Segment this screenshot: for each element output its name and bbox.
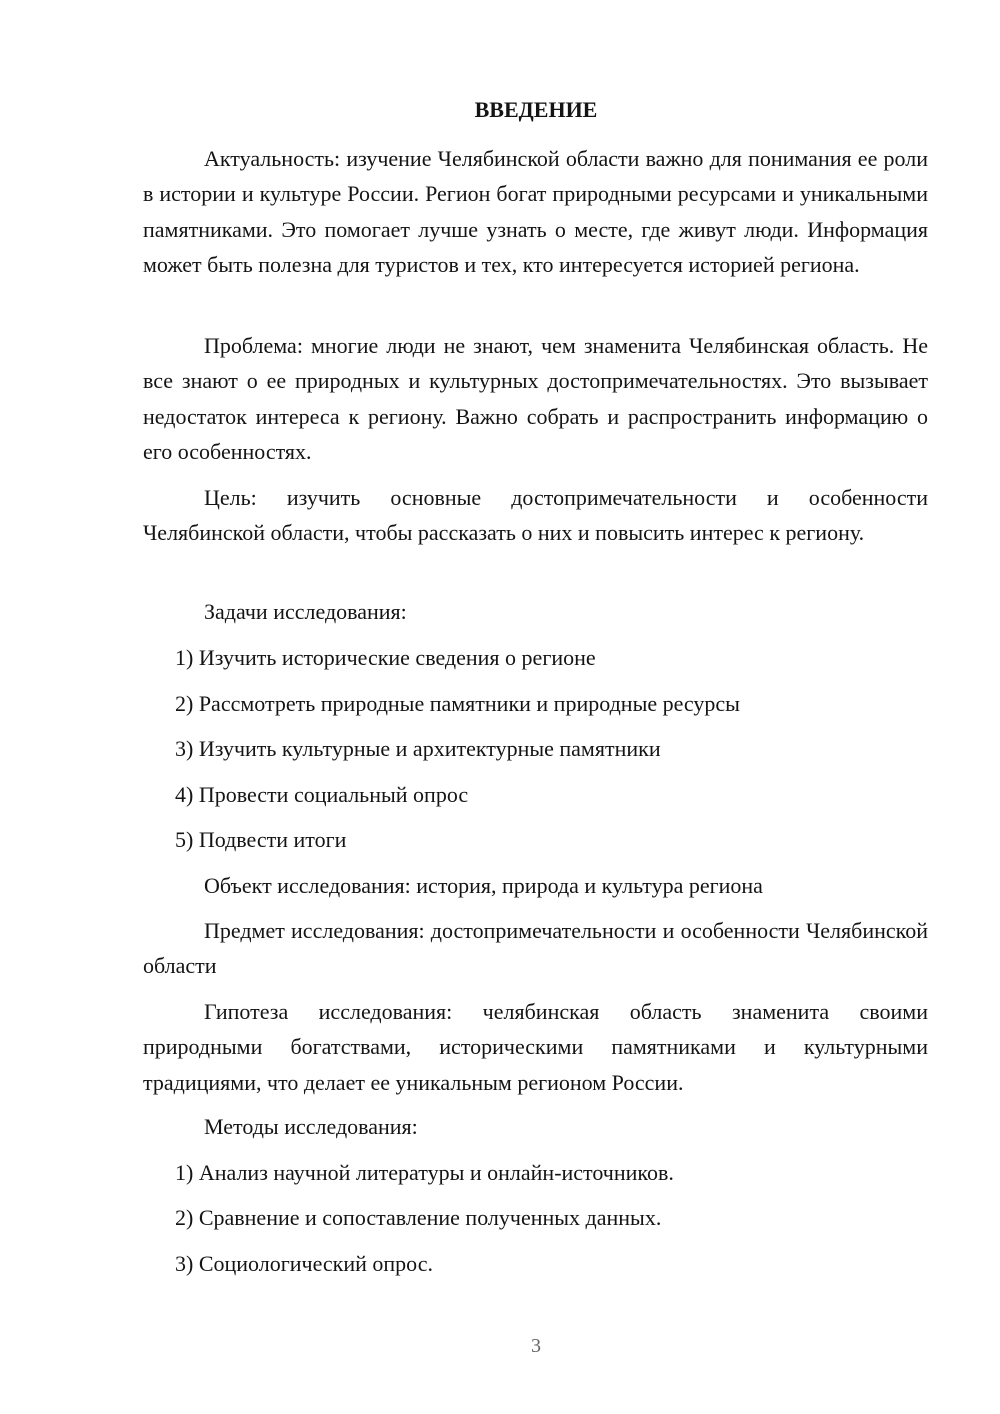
research-object: Объект исследования: история, природа и культура региона	[204, 873, 763, 898]
paragraph-goal: Цель: изучить основные достопримечательности и особенности Челябинской области, чтобы рассказать о них и повысить интерес к региону.	[143, 485, 928, 546]
task-item-1: 1) Изучить исторические сведения о регионе	[175, 645, 596, 670]
paragraph-problem: Проблема: многие люди не знают, чем знаменита Челябинская область. Не все знают о ее природных и культурных достопримечательностях. Это вызывает недостаток интереса к региону. Важно собрать и распространить информацию о его особенностях.	[143, 333, 928, 464]
task-item-3: 3) Изучить культурные и архитектурные памятники	[175, 736, 661, 761]
section-title: ВВЕДЕНИЕ	[474, 97, 598, 122]
tasks-heading: Задачи исследования:	[204, 599, 407, 624]
paragraph-relevance: Актуальность: изучение Челябинской области важно для понимания ее роли в истории и культуре России. Регион богат природными ресурсами и уникальными памятниками. Это помогает лучше узнать о месте, где живут люди. Информация может быть полезна для туристов и тех, кто интересуется историей региона.	[143, 146, 928, 277]
task-item-2: 2) Рассмотреть природные памятники и природные ресурсы	[175, 691, 740, 716]
method-item-2: 2) Сравнение и сопоставление полученных данных.	[175, 1205, 662, 1230]
methods-heading: Методы исследования:	[204, 1114, 418, 1139]
research-hypothesis: Гипотеза исследования: челябинская область знаменита своими природными богатствами, историческими памятниками и культурными традициями, что делает ее уникальным регионом России.	[143, 999, 928, 1095]
method-item-3: 3) Социологический опрос.	[175, 1251, 433, 1276]
research-subject: Предмет исследования: достопримечательности и особенности Челябинской области	[143, 918, 928, 979]
method-item-1: 1) Анализ научной литературы и онлайн-источников.	[175, 1160, 674, 1185]
task-item-5: 5) Подвести итоги	[175, 827, 347, 852]
task-item-4: 4) Провести социальный опрос	[175, 782, 469, 807]
page-number: 3	[531, 1335, 541, 1357]
